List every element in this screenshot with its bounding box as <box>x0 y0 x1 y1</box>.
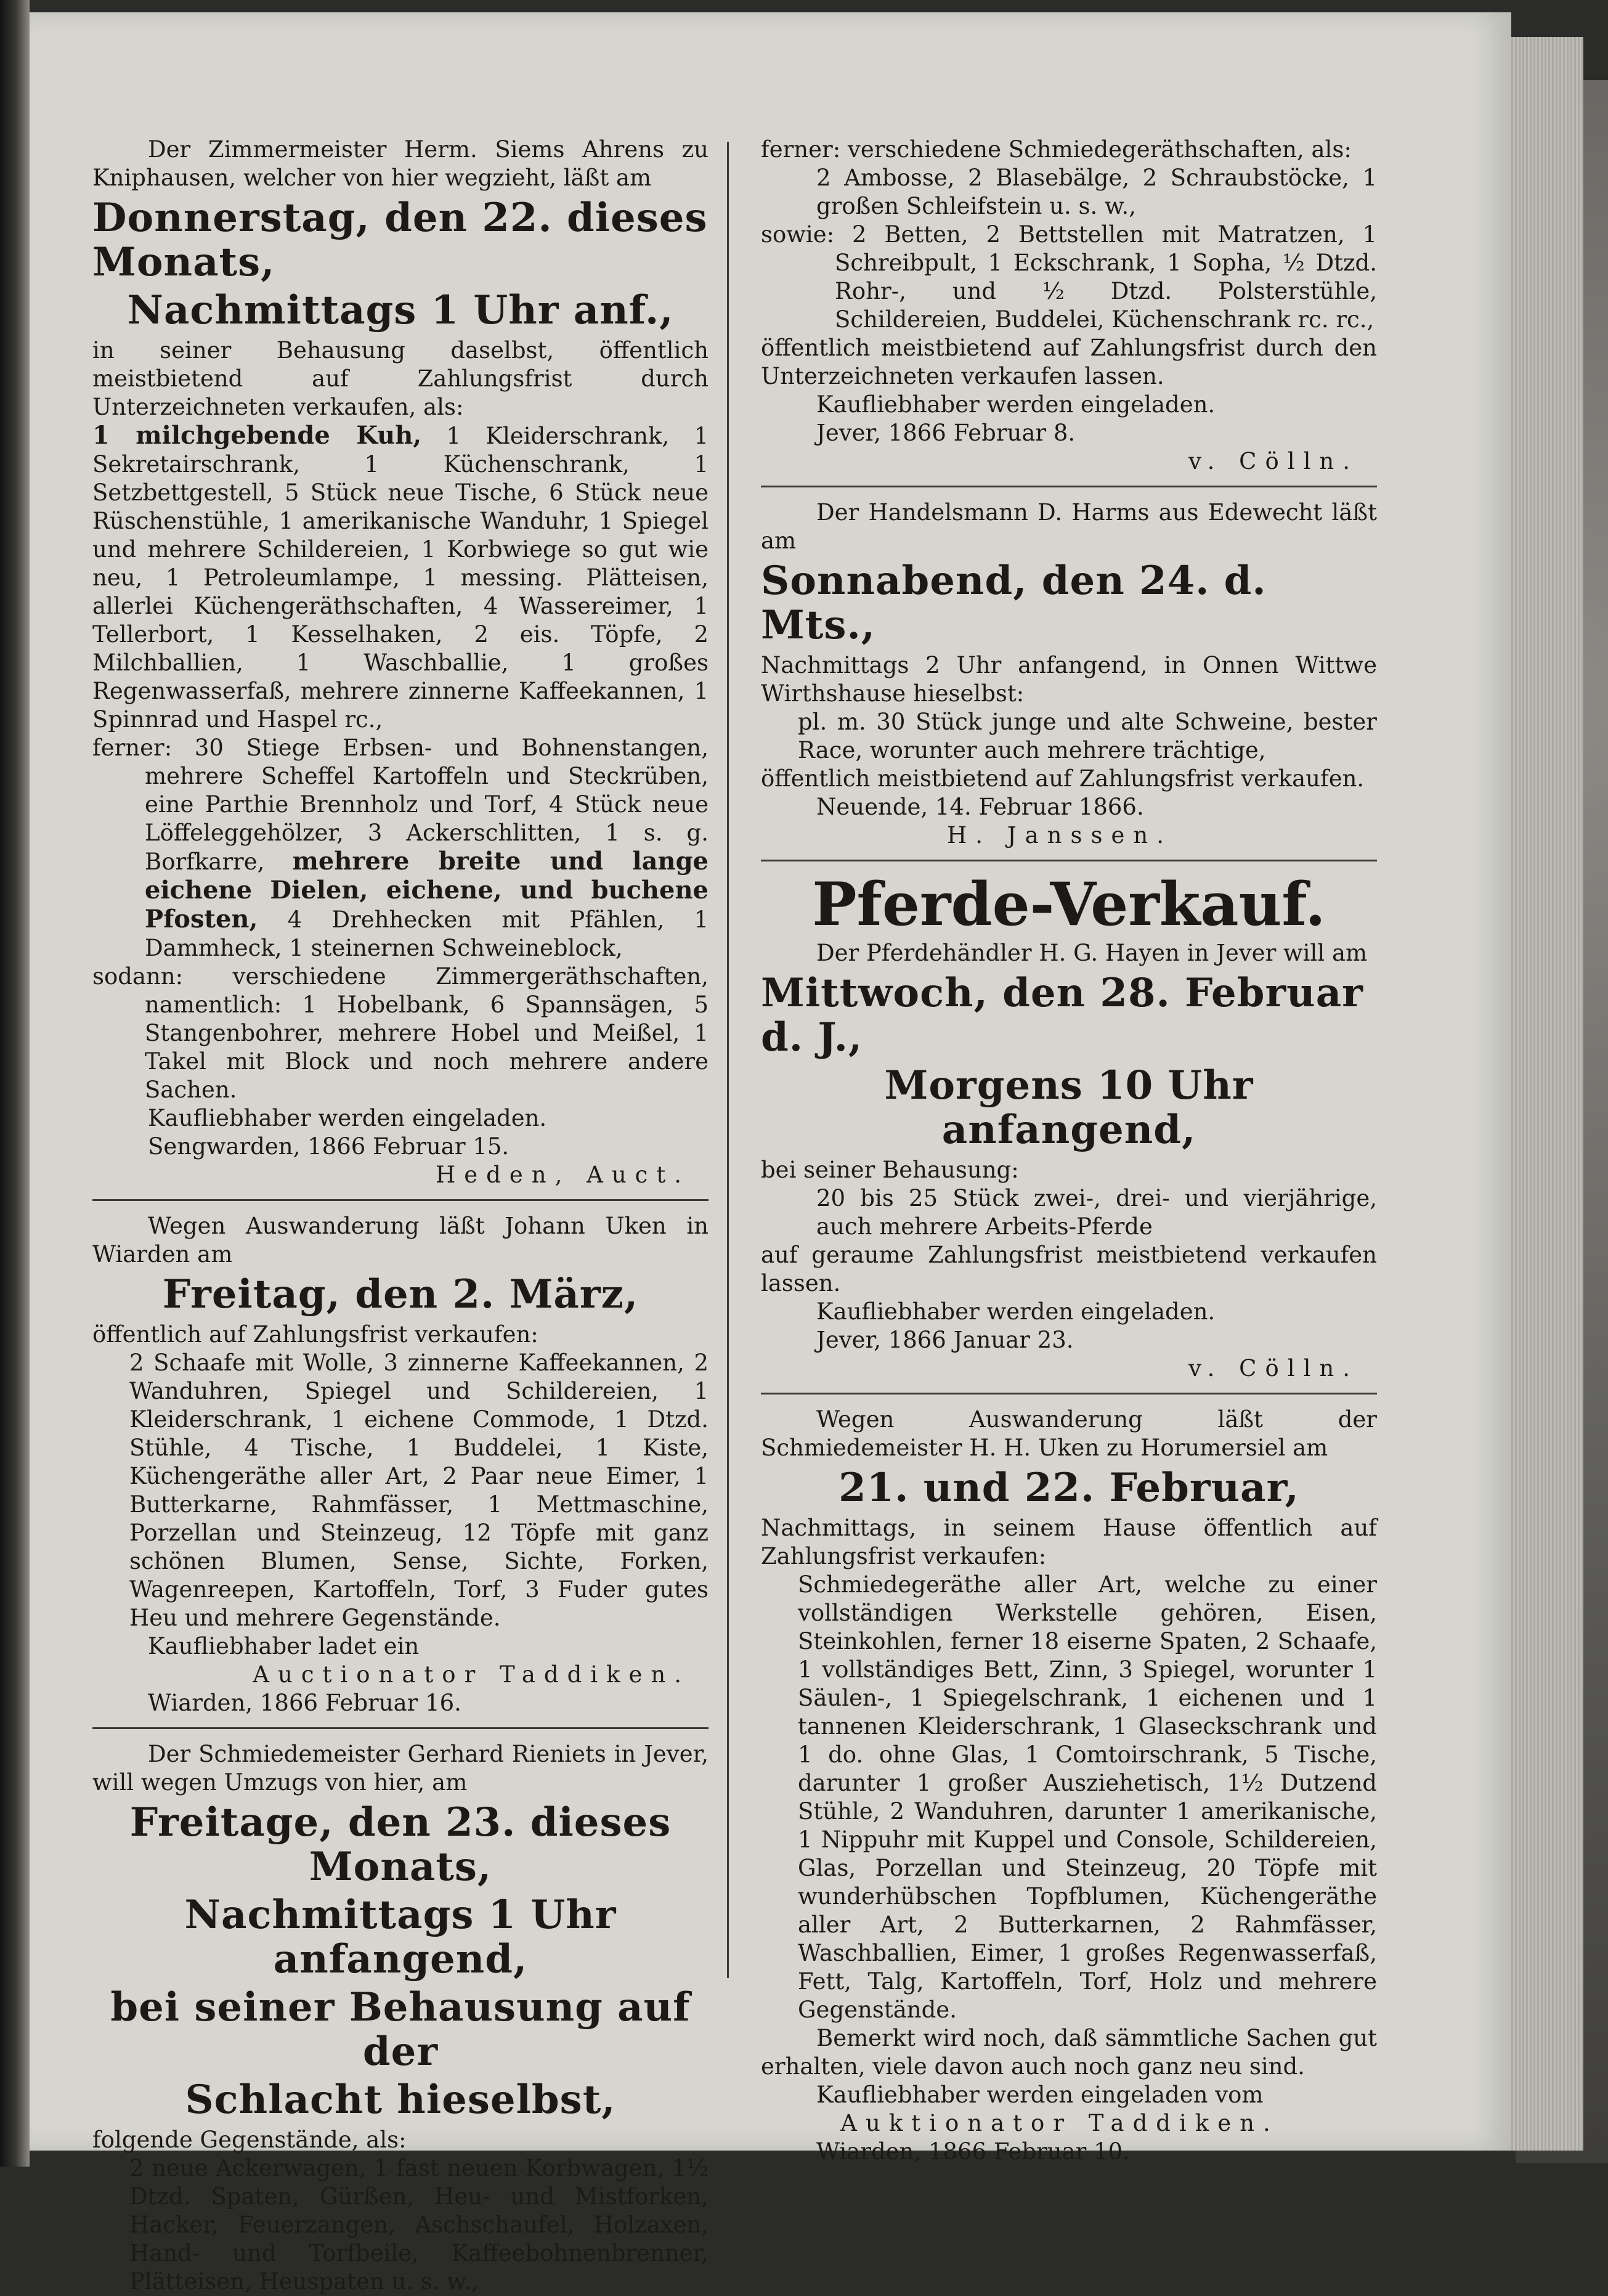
ad-body: in seiner Behausung daselbst, öffentlich meistbietend auf Zahlungsfrist durch Unterzeichneten verkaufen, als: <box>92 337 709 420</box>
ad-headline: Mittwoch, den 28. Februar d. J., <box>761 970 1363 1060</box>
left-column <box>92 136 709 2296</box>
ad-items <box>92 421 709 734</box>
ad-items: 2 neue Ackerwagen, 1 fast neuen Korbwagen, 1½ Dtzd. Spaten, Gürßen, Heu- und Mistforken, Hacker, Feuerzangen, Aschschaufel, Holzaxen, Hand- und Torfbeile, Kaffeebohnenbrenner, Plätteisen, Heuspaten u. s. w., <box>129 2155 709 2295</box>
ad-separator <box>761 486 1377 487</box>
ad-items-bold: 1 milchgebende Kuh, <box>92 421 422 450</box>
ad-signature: v. Cölln. <box>1188 1355 1358 1382</box>
ad-headline: Donnerstag, den 22. dieses Monats, <box>92 195 708 285</box>
ad-body: öffentlich meistbietend auf Zahlungsfrist verkaufen. <box>761 765 1365 792</box>
ad-items-text: 4 Drehhecken mit Pfählen, 1 Dammheck, 1 steinernen Schweineblock, <box>145 906 709 961</box>
ad-invite: Kaufliebhaber werden eingeladen. <box>816 1298 1216 1325</box>
ad-body: folgende Gegenstände, als: <box>92 2127 407 2153</box>
ad-title: Pferde-Verkauf. <box>812 869 1326 939</box>
ad-invite: Kaufliebhaber werden eingeladen. <box>816 391 1216 418</box>
ad-items-bold: mehrere breite und lange eichene Dielen, eichene, und buchene Pfosten, <box>145 847 709 934</box>
ad-headline: Schlacht hieselbst, <box>185 2077 616 2123</box>
ad-items <box>92 734 709 963</box>
ad-signature: H. Janssen. <box>947 822 1172 849</box>
right-column <box>761 136 1377 2166</box>
ad-invite: Kaufliebhaber ladet ein <box>148 1633 420 1659</box>
ad-body: öffentlich meistbietend auf Zahlungsfrist durch den Unterzeichneten verkaufen lassen. <box>761 335 1377 389</box>
ad-separator <box>761 860 1377 861</box>
ad-intro: Der Pferdehändler H. G. Hayen in Jever will am <box>816 940 1368 966</box>
ad-headline: bei seiner Behausung auf der <box>110 1984 691 2075</box>
ad-invite: Kaufliebhaber werden eingeladen. <box>148 1105 547 1131</box>
ad-body: Nachmittags 2 Uhr anfangend, in Onnen Wittwe Wirthshause hieselbst: <box>761 652 1377 707</box>
ad-body: ferner: verschiedene Schmiedegeräthschaften, als: <box>761 136 1352 163</box>
ad-signature: Heden, Auct. <box>436 1162 690 1188</box>
ad-body: öffentlich auf Zahlungsfrist verkaufen: <box>92 1321 538 1348</box>
ad-headline: Nachmittags 1 Uhr anf., <box>127 287 674 333</box>
ad-intro: Wegen Auswanderung läßt der Schmiedemeister H. H. Uken zu Horumersiel am <box>761 1406 1377 1461</box>
ad-items: sodann: verschiedene Zimmergeräthschaften, namentlich: 1 Hobelbank, 6 Spannsägen, 5 Stangenbohrer, mehrere Hobel und Meißel, 1 Takel mit Block und noch mehrere andere Sachen. <box>92 963 709 1103</box>
ad-body: auf geraume Zahlungsfrist meistbietend verkaufen lassen. <box>761 1242 1377 1297</box>
ad-intro: Der Zimmermeister Herm. Siems Ahrens zu Kniphausen, welcher von hier wegzieht, läßt am <box>92 136 709 191</box>
ad-headline: Nachmittags 1 Uhr anfangend, <box>184 1892 617 1982</box>
ad-signature: v. Cölln. <box>1188 448 1358 474</box>
ad-headline: Freitag, den 2. März, <box>162 1271 639 1317</box>
ad-headline: Freitage, den 23. dieses Monats, <box>129 1799 672 1890</box>
ad-intro: Wegen Auswanderung läßt Johann Uken in Wiarden am <box>92 1213 709 1268</box>
ad-date: Jever, 1866 Februar 8. <box>816 420 1076 446</box>
ad-items: 2 Schaafe mit Wolle, 3 zinnerne Kaffeekannen, 2 Wanduhren, Spiegel und Schildereien, 1 Kleiderschrank, 1 eichene Commode, 1 Dtzd. Stühle, 4 Tische, 1 Buddelei, 1 Kiste, Küchengeräthe aller Art, 2 Paar neue Eimer, 1 Butterkarne, Rahmfässer, 1 Mettmaschine, Porzellan und Steinzeug, 12 Töpfe mit ganz schönen Blumen, Sense, Sichte, Forken, Wagenreepen, Kartoffeln, Torf, 3 Fuder gutes Heu und mehrere Gegenstände. <box>129 1350 709 1631</box>
ad-date: Jever, 1866 Januar 23. <box>816 1327 1074 1353</box>
ad-intro: Der Handelsmann D. Harms aus Edewecht läßt am <box>761 499 1377 554</box>
ad-body: Nachmittags, in seinem Hause öffentlich auf Zahlungsfrist verkaufen: <box>761 1515 1377 1569</box>
book-gutter <box>0 0 30 2167</box>
column-divider <box>727 142 729 1978</box>
ad-body: bei seiner Behausung: <box>761 1157 1019 1183</box>
ad-intro: Der Schmiedemeister Gerhard Rieniets in Jever, will wegen Umzugs von hier, am <box>92 1741 709 1796</box>
ad-items: pl. m. 30 Stück junge und alte Schweine, bester Race, worunter auch mehrere trächtige, <box>798 709 1377 763</box>
ad-signature: Auktionator Taddiken. <box>840 2110 1279 2136</box>
ad-items: 2 Ambosse, 2 Blasebälge, 2 Schraubstöcke, 1 großen Schleifstein u. s. w., <box>816 165 1377 219</box>
ad-separator <box>761 1393 1377 1394</box>
ad-items-text: ferner: 30 Stiege Erbsen- und Bohnenstangen, mehrere Scheffel Kartoffeln und Steckrüben, eine Parthie Brennholz und Torf, 4 Stück neue Löffeleggehölzer, 3 Ackerschlitten, 1 s. g. Borfkarre, <box>92 735 709 875</box>
ad-items-text: 1 Kleiderschrank, 1 Sekretairschrank, 1 Küchenschrank, 1 Setzbettgestell, 5 Stück neue Tische, 6 Stück neue Rüschenstühle, 1 amerikanische Wanduhr, 1 Spiegel und mehrere Schildereien, 1 Korbwiege so gut wie neu, 1 Petroleumlampe, 1 messing. Plätteisen, allerlei Küchengeräthschaften, 4 Wassereimer, 1 Tellerbort, 1 Kesselhaken, 2 eis. Töpfe, 2 Milchballien, 1 Waschballie, 1 großes Regenwasserfaß, mehrere zinnerne Kaffeekannen, 1 Spinnrad und Haspel rc., <box>92 423 709 733</box>
ad-items: sowie: 2 Betten, 2 Bettstellen mit Matratzen, 1 Schreibpult, 1 Eckschrank, 1 Sopha, ½ Dtzd. Rohr-, und ½ Dtzd. Polsterstühle, Schildereien, Buddelei, Küchenschrank rc. rc., <box>761 221 1377 333</box>
ad-headline: Sonnabend, den 24. d. Mts., <box>761 558 1267 648</box>
ad-note: Bemerkt wird noch, daß sämmtliche Sachen gut erhalten, viele davon auch noch ganz neu sind. <box>761 2025 1377 2080</box>
ad-date: Sengwarden, 1866 Februar 15. <box>148 1133 510 1160</box>
ad-items: Schmiedegeräthe aller Art, welche zu einer vollständigen Werkstelle gehören, Eisen, Steinkohlen, ferner 18 eiserne Spaten, 2 Schaafe, 1 vollständiges Bett, Zinn, 3 Spiegel, worunter 1 Säulen-, 1 Spiegelschrank, 1 eichenen und 1 tannenen Kleiderschrank, 1 Glaseckschrank und 1 do. ohne Glas, 1 Comtoirschrank, 5 Tische, darunter 1 großer Ausziehetisch, 1½ Dutzend Stühle, 2 Wanduhren, darunter 1 amerikanische, 1 Nippuhr mit Kuppel und Console, Schildereien, Glas, Porzellan und Steinzeug, 20 Töpfe mit wunderhübschen Topfblumen, Küchengeräthe aller Art, 2 Butterkarnen, 2 Rahmfässer, Waschballien, Eimer, 1 großes Regenwasserfaß, Fett, Talg, Kartoffeln, Torf, Holz und mehrere Gegenstände. <box>798 1571 1377 2023</box>
ad-invite: Kaufliebhaber werden eingeladen vom <box>816 2082 1264 2108</box>
ad-separator <box>92 1199 709 1201</box>
ad-date: Wiarden, 1866 Februar 16. <box>148 1690 461 1716</box>
ad-headline: Morgens 10 Uhr anfangend, <box>884 1062 1254 1153</box>
ad-date: Wiarden, 1866 Februar 10. <box>816 2138 1130 2165</box>
ad-signature: Auctionator Taddiken. <box>253 1661 690 1688</box>
ad-date: Neuende, 14. Februar 1866. <box>816 794 1144 820</box>
ad-items: 20 bis 25 Stück zwei-, drei- und vierjährige, auch mehrere Arbeits-Pferde <box>816 1185 1377 1240</box>
ad-headline: 21. und 22. Februar, <box>839 1465 1299 1511</box>
ad-separator <box>92 1727 709 1729</box>
